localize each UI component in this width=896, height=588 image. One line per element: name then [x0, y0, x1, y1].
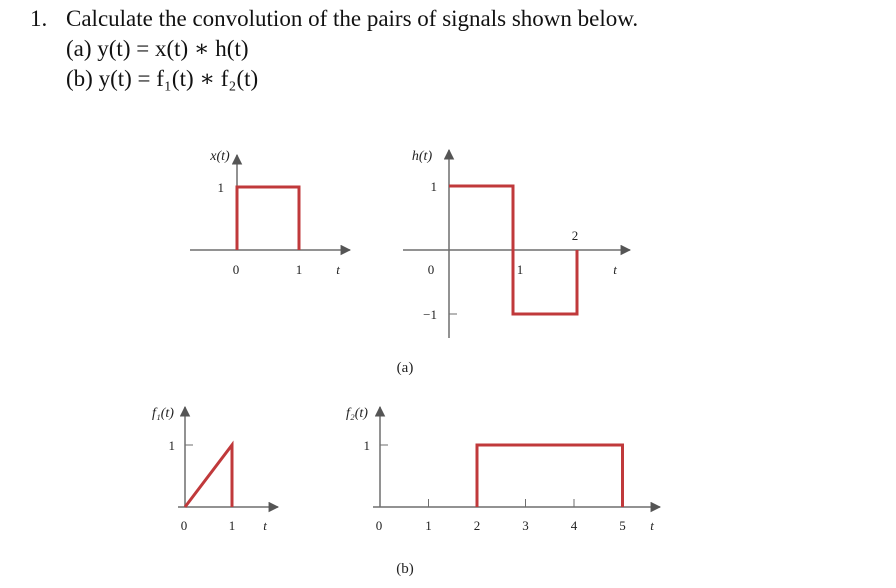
plot-f2-of-t	[346, 406, 660, 533]
part-b-equation: (b) y(t) = f₁(t) ∗ f₂(t)	[66, 66, 259, 91]
x-tick-label: 1	[516, 262, 524, 277]
x-tick-label: 5	[619, 518, 626, 533]
plot-x-of-t	[190, 149, 350, 277]
caption-a: (a)	[396, 360, 414, 376]
x-tick-label: 0	[232, 262, 240, 277]
x-axis-label: t	[650, 518, 654, 533]
x-axis-label: t	[613, 262, 617, 277]
part-a-equation: (a) y(t) = x(t) ∗ h(t)	[66, 36, 249, 61]
y-axis-label: x(t)	[210, 149, 230, 164]
x-axis-label: t	[263, 518, 267, 533]
y-tick-label: 1	[217, 180, 224, 195]
y-tick-label: −1	[423, 307, 437, 322]
signal-line	[477, 445, 623, 507]
y-axis-label: h(t)	[411, 149, 433, 164]
x-tick-label: 1	[425, 518, 432, 533]
y-tick-label: 1	[430, 179, 437, 194]
signal-line	[185, 445, 232, 507]
x-tick-label: 0	[375, 518, 383, 533]
plot-h-of-t	[403, 149, 630, 338]
x-tick-label: 1	[295, 262, 303, 277]
y-tick-label: 1	[363, 438, 370, 453]
x-tick-label: 1	[228, 518, 236, 533]
signal-line	[237, 187, 299, 250]
x-tick-label: 2	[473, 518, 481, 533]
x-tick-label: 2	[571, 228, 579, 243]
problem-number: 1.	[30, 6, 48, 31]
x-tick-label: 0	[180, 518, 188, 533]
y-axis-label: f₂(t)	[346, 406, 368, 421]
plot-f1-of-t	[152, 406, 278, 533]
y-tick-label: 1	[168, 438, 175, 453]
x-tick-label: 4	[570, 518, 578, 533]
x-tick-label: 3	[522, 518, 529, 533]
problem-statement: Calculate the convolution of the pairs of signals shown below.	[66, 6, 639, 31]
y-axis-label: f₁(t)	[152, 406, 174, 421]
x-tick-label: 0	[427, 262, 435, 277]
caption-b: (b)	[396, 561, 414, 577]
x-axis-label: t	[336, 262, 340, 277]
